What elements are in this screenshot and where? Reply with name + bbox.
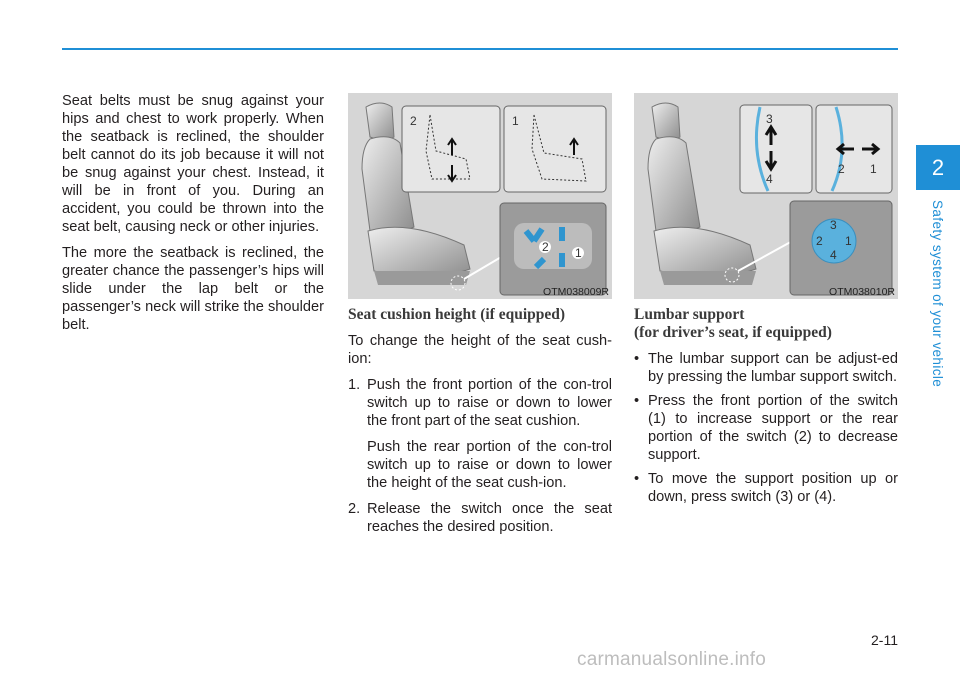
bullet-icon: • [634,351,640,367]
lumbar-bullet [634,350,898,386]
step-1 [348,376,612,430]
lumbar-heading-line1: Lumbar support [634,306,745,323]
label-1: 1 [870,162,877,176]
step-2-number: 2. [348,501,361,517]
headrest [652,103,680,140]
switch-label-4: 4 [830,248,837,262]
step-1b-text: Push the rear portion of the con-trol switch up to raise or down to lower the height of the seat cush-ion. [367,439,612,491]
watermark: carmanualsonline.info [577,649,767,670]
label-4: 4 [766,172,773,186]
label-3: 3 [766,112,773,126]
seat-height-figure [348,93,612,299]
paragraph-snug: Seat belts must be snug against your hips and chest to work properly. When the seatback is reclined, the shoulder belt cannot do its job because it will not be snug against your chest. Instead, it will be in front of you. During an accident, you could be thrown into the seat belt, causing neck or other injuries. [62,93,324,235]
lumbar-bullet [634,392,898,464]
figure-code-left: OTM038009R [543,286,609,298]
lumbar-illustration [634,93,898,299]
figure-code-right: OTM038010R [829,286,895,298]
switch-label-2: 2 [542,240,549,254]
seat-cushion-column [348,306,612,544]
bullet-icon: • [634,393,640,409]
step-2-text: Release the switch once the seat reaches the desired position. [367,501,612,535]
bullet-icon: • [634,471,640,487]
label-2: 2 [838,162,845,176]
seat-cushion-heading: Seat cushion height (if equipped) [348,306,566,323]
lumbar-column [634,306,898,512]
step-2 [348,500,612,536]
lumbar-bullet-text: Press the front portion of the switch (1) to increase support or the rear portion of the switch (2) to decrease support. [648,393,898,463]
lumbar-figure [634,93,898,299]
step-1-text: Push the front portion of the con-trol switch up to raise or down to lower the front part of the seat cushion. [367,377,612,429]
chapter-title: Safety system of your vehicle [930,200,945,388]
seat-cushion-intro: To change the height of the seat cush-ion: [348,333,612,367]
inset-height [504,106,606,192]
label-1: 1 [512,114,519,128]
seat-base [374,271,470,285]
chapter-tab[interactable]: 2 [916,145,960,190]
seat-height-illustration [348,93,612,299]
lumbar-heading-line2: (for driver’s seat, if equipped) [634,324,832,341]
step-1-number: 1. [348,377,361,393]
header-rule [62,48,898,50]
switch-label-1: 1 [575,246,582,260]
switch-label-1: 1 [845,234,852,248]
paragraph-recline: The more the seatback is reclined, the greater chance the passenger’s hips will slide under the lap belt or the passenger’s neck will strike the shoulder belt. [62,245,324,333]
headrest [366,103,394,140]
switch-label-3: 3 [830,218,837,232]
page-number: 2-11 [871,632,898,648]
switch-label-2: 2 [816,234,823,248]
lumbar-bullet [634,470,898,506]
seat-base [660,271,756,285]
label-2: 2 [410,114,417,128]
intro-column [62,92,324,342]
lumbar-bullet-text: The lumbar support can be adjust-ed by pressing the lumbar support switch. [648,351,898,385]
inset-lumbar-vertical [740,105,812,193]
lumbar-bullet-text: To move the support position up or down, press switch (3) or (4). [648,471,898,505]
